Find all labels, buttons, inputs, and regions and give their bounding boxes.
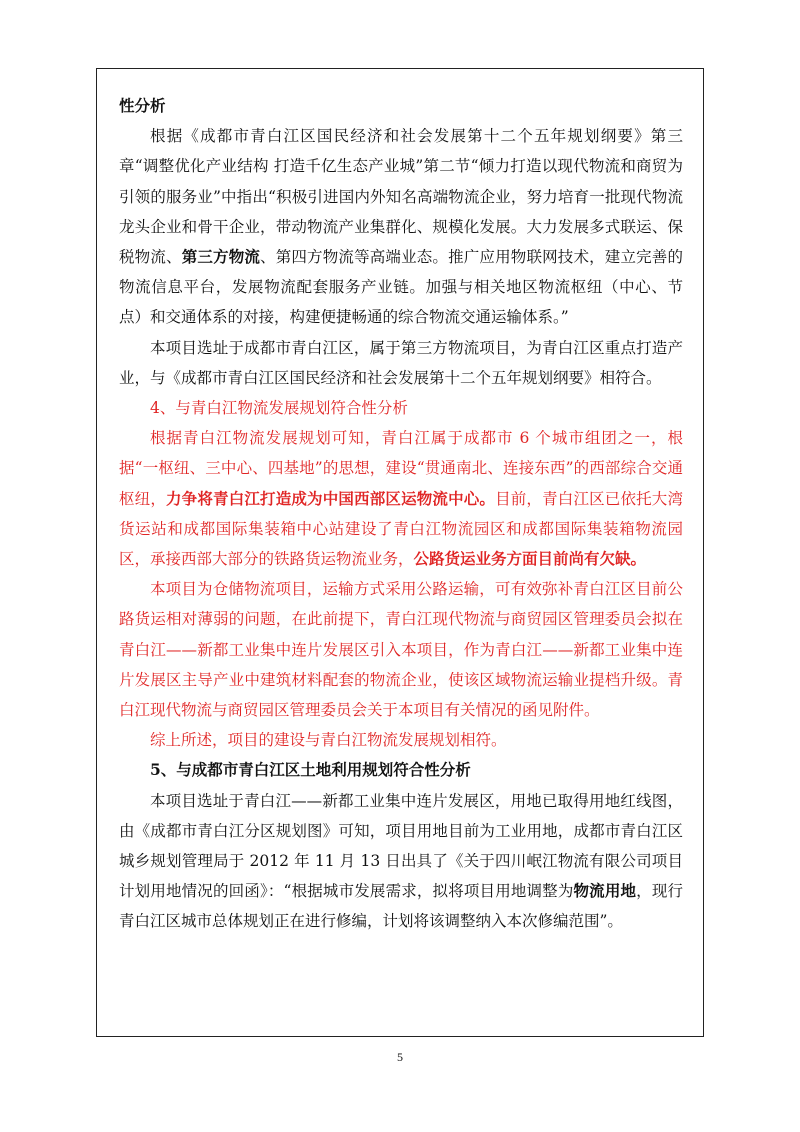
paragraph-p8 <box>119 755 683 785</box>
text-run: 根据《成都市青白江区国民经济和社会发展第十二个五年规划纲要》第三章“调整优化产业结构 打造千亿生态产业城”第二节“倾力打造以现代物流和商贸为引领的服务业”中指出“积极引进国内外知名高端物流企业，努力培育一批现代物流龙头企业和骨干企业，带动物流产业集群化、规模化发展。大力发展多式联运、保税物流、 <box>119 127 683 267</box>
paragraph-p4 <box>119 393 683 423</box>
document-body <box>119 91 683 937</box>
paragraph-p2 <box>119 121 683 332</box>
text-run: 4、与青白江物流发展规划符合性分析 <box>150 399 408 418</box>
text-run: 、第四方物流等高端业态。推广应用物联网技术，建立完善的物流信息平台，发展物流配套服务产业链。加强与相关地区物流枢纽（中心、节点）和交通体系的对接，构建便捷畅通的综合物流交通运输体系。” <box>119 248 683 327</box>
text-run: 第三方物流 <box>181 247 261 267</box>
paragraph-p5 <box>119 423 683 574</box>
paragraph-p7 <box>119 725 683 755</box>
text-run: 物流用地 <box>573 881 637 901</box>
paragraph-p3 <box>119 333 683 393</box>
text-run: 综上所述，项目的建设与青白江物流发展规划相符。 <box>150 731 507 750</box>
text-run: 目前，青白江区已依托大湾货运站和成都国际集装箱中心站建设了青白江物流园区和成都国际集装箱物流园区，承接西部大部分的铁路货运物流业务， <box>119 489 683 569</box>
text-run: 力争将青白江打造成为中国西部区运物流中心。 <box>166 488 496 508</box>
paragraph-p6 <box>119 574 683 725</box>
paragraph-p9 <box>119 786 683 937</box>
page-number: 5 <box>397 1050 403 1064</box>
text-run: 公路货运业务方面目前尚有欠缺。 <box>413 549 647 569</box>
text-run: 本项目为仓储物流项目，运输方式采用公路运输，可有效弥补青白江区目前公路货运相对薄弱的问题，在此前提下，青白江现代物流与商贸园区管理委员会拟在青白江——新都工业集中连片发展区引入本项目，作为青白江——新都工业集中连片发展区主导产业中建筑材料配套的物流企业，使该区域物流运输业提档升级。青白江现代物流与商贸园区管理委员会关于本项目有关情况的函见附件。 <box>119 580 683 720</box>
paragraph-p1 <box>119 91 683 121</box>
text-run: 本项目选址于成都市青白江区，属于第三方物流项目，为青白江区重点打造产业，与《成都市青白江区国民经济和社会发展第十二个五年规划纲要》相符合。 <box>119 338 683 387</box>
text-run: 本项目选址于青白江——新都工业集中连片发展区，用地已取得用地红线图，由《成都市青白江分区规划图》可知，项目用地目前为工业用地，成都市青白江区城乡规划管理局于 2012 年 11 月 13 日出具了《关于四川岷江物流有限公司项目计划用地情况的回函》：“根据城市发展需求，拟将项目用地调整为 <box>119 791 683 901</box>
document-frame <box>96 68 704 1037</box>
text-run: 性分析 <box>119 96 166 115</box>
text-run: ，现行青白江区城市总体规划正在进行修编，计划将该调整纳入本次修编范围”。 <box>119 882 683 931</box>
text-run: 根据青白江物流发展规划可知，青白江属于成都市 6 个城市组团之一，根据“一枢纽、三中心、四基地”的思想，建设“贯通南北、连接东西”的西部综合交通枢纽， <box>119 429 683 508</box>
text-run: 5、与成都市青白江区土地利用规划符合性分析 <box>150 760 471 780</box>
